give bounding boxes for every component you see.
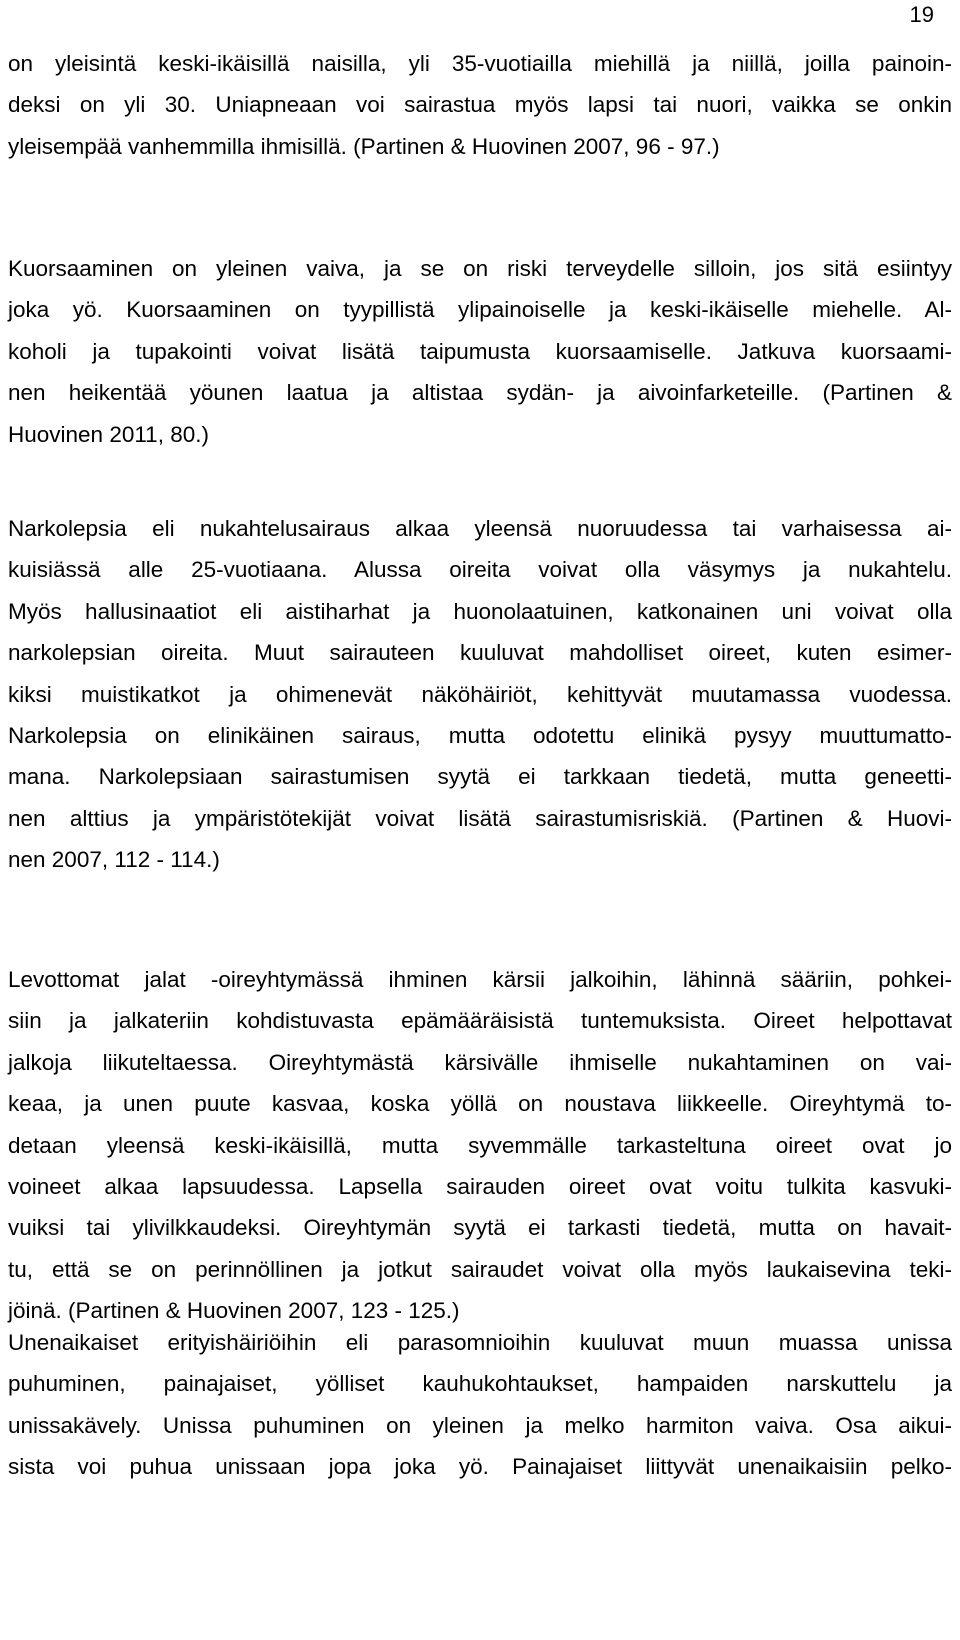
page-number: 19: [909, 2, 934, 27]
text-line: Narkolepsia eli nukahtelusairaus alkaa yleensä nuoruudessa tai varhaisessa ai-: [8, 516, 952, 541]
text-line: mana. Narkolepsiaan sairastumisen syytä ei tarkkaan tiedetä, mutta geneetti-: [8, 764, 952, 790]
text-line: keaa, ja unen puute kasvaa, koska yöllä on noustava liikkeelle. Oireyhtymä to-: [8, 1091, 952, 1117]
text-line: kuisiässä alle 25-vuotiaana. Alussa oireita voivat olla väsymys ja nukahtelu.: [8, 557, 952, 583]
text-line: joka yö. Kuorsaaminen on tyypillistä ylipainoiselle ja keski-ikäiselle miehelle. Al-: [8, 297, 952, 323]
text-line: sista voi puhua unissaan jopa joka yö. Painajaiset liittyvät unenaikaisiin pelko-: [8, 1454, 952, 1480]
text-line: jalkoja liikuteltaessa. Oireyhtymästä kärsivälle ihmiselle nukahtaminen on vai-: [8, 1049, 952, 1075]
text-line: Myös hallusinaatiot eli aistiharhat ja huonolaatuinen, katkonainen uni voivat olla: [8, 598, 952, 624]
text-line: narkolepsian oireita. Muut sairauteen kuuluvat mahdolliset oireet, kuten esimer-: [8, 640, 952, 666]
text-line: deksi on yli 30. Uniapneaan voi sairastua myös lapsi tai nuori, vaikka se onkin: [8, 92, 952, 118]
text-line: kiksi muistikatkot ja ohimenevät näköhäiriöt, kehittyvät muutamassa vuodessa.: [8, 681, 952, 707]
text-line: Kuorsaaminen on yleinen vaiva, ja se on riski terveydelle silloin, jos sitä esiintyy: [8, 256, 952, 281]
text-line: Unenaikaiset erityishäiriöihin eli parasomnioihin kuuluvat muun muassa unissa: [8, 1330, 952, 1355]
text-line: nen heikentää yöunen laatua ja altistaa sydän- ja aivoinfarketeille. (Partinen &: [8, 380, 952, 406]
text-line: voineet alkaa lapsuudessa. Lapsella sairauden oireet ovat voitu tulkita kasvuki-: [8, 1174, 952, 1199]
text-line: tu, että se on perinnöllinen ja jotkut sairaudet voivat olla myös laukaisevina teki-: [8, 1256, 952, 1282]
text-line: on yleisintä keski-ikäisillä naisilla, yli 35-vuotiailla miehillä ja niillä, joilla painoin-: [8, 51, 952, 76]
text-line: puhuminen, painajaiset, yölliset kauhukohtaukset, hampaiden narskuttelu ja: [8, 1371, 952, 1397]
text-line: detaan yleensä keski-ikäisillä, mutta syvemmälle tarkasteltuna oireet ovat jo: [8, 1132, 952, 1158]
text-line: unissakävely. Unissa puhuminen on yleinen ja melko harmiton vaiva. Osa aikui-: [8, 1412, 952, 1438]
text-line: jöinä. (Partinen & Huovinen 2007, 123 - 125.): [8, 1298, 460, 1324]
text-line: yleisempää vanhemmilla ihmisillä. (Partinen & Huovinen 2007, 96 - 97.): [8, 133, 720, 159]
text-line: Levottomat jalat -oireyhtymässä ihminen kärsii jalkoihin, lähinnä sääriin, pohkei-: [8, 967, 952, 992]
text-line: Narkolepsia on elinikäinen sairaus, mutta odotettu elinikä pysyy muuttumatto-: [8, 723, 952, 748]
text-line: Huovinen 2011, 80.): [8, 421, 209, 447]
text-line: vuiksi tai ylivilkkaudeksi. Oireyhtymän syytä ei tarkasti tiedetä, mutta on havait-: [8, 1215, 952, 1241]
text-line: koholi ja tupakointi voivat lisätä taipumusta kuorsaamiselle. Jatkuva kuorsaami-: [8, 338, 952, 364]
text-line: nen 2007, 112 - 114.): [8, 847, 220, 873]
text-line: nen alttius ja ympäristötekijät voivat lisätä sairastumisriskiä. (Partinen & Huovi-: [8, 805, 952, 831]
text-line: siin ja jalkateriin kohdistuvasta epämääräisistä tuntemuksista. Oireet helpottavat: [8, 1008, 952, 1034]
